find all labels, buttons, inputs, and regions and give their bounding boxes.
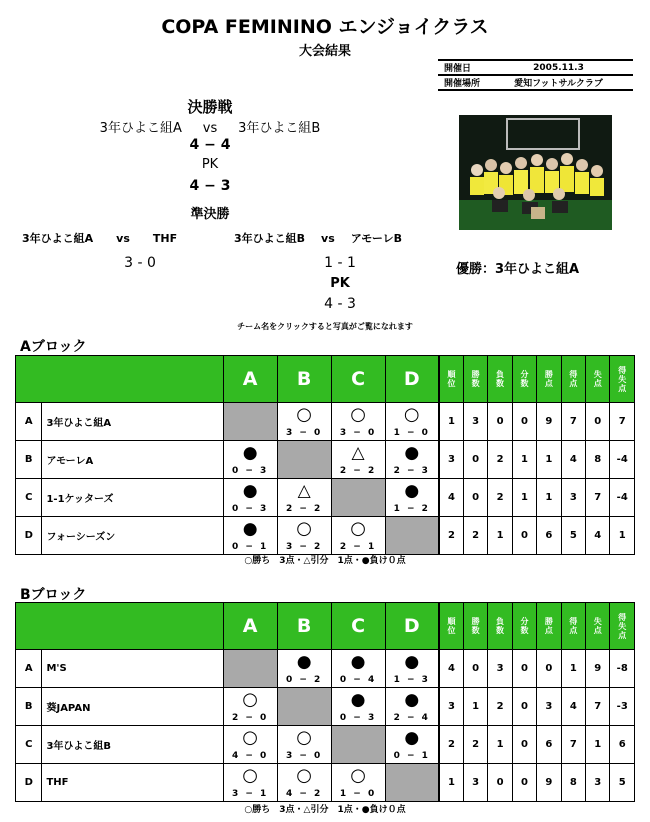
match-score: 0 − 4 — [339, 675, 377, 685]
stat-cell: 5 — [561, 517, 585, 555]
team-name-link[interactable]: フォーシーズン — [42, 517, 223, 555]
stat-cell: 2 — [488, 688, 512, 726]
match-score: 0 − 1 — [393, 751, 430, 761]
event-date-row — [438, 61, 633, 76]
stat-cell: 7 — [561, 726, 585, 764]
stat-cell: 1 — [512, 441, 536, 479]
team-name-link[interactable]: M'S — [42, 650, 223, 688]
stat-header-char: 位 — [447, 626, 456, 635]
match-result-cell — [331, 517, 385, 555]
win-mark-icon: ○ — [350, 518, 366, 539]
stat-cell: 9 — [586, 650, 610, 688]
stat-cell: 3 — [463, 403, 487, 441]
team-name-link[interactable]: 3年ひよこ組A — [42, 403, 223, 441]
block-a-table — [15, 355, 635, 555]
semifinal-match2-pk-score: 4 - 3 — [324, 296, 356, 312]
stat-header-char: 得 — [618, 365, 627, 375]
stat-cell: 8 — [561, 764, 585, 802]
stat-cell: 0 — [512, 764, 536, 802]
team-name-link[interactable]: 葵JAPAN — [42, 688, 223, 726]
stat-cell: 1 — [488, 726, 512, 764]
stat-header-char: 勝 — [471, 617, 480, 626]
final-heading: 決勝戦 — [187, 98, 233, 116]
stat-cell: 0 — [463, 479, 487, 517]
final-matchup — [0, 117, 420, 136]
team-name-link[interactable]: アモーレA — [42, 441, 223, 479]
stat-header-char: 得 — [569, 370, 578, 379]
team-name-link[interactable]: THF — [42, 764, 223, 802]
event-date-label: 開催日 — [444, 64, 472, 74]
stat-header-char: 負 — [496, 370, 505, 379]
stat-cell: 4 — [561, 688, 585, 726]
stat-cell: 7 — [561, 403, 585, 441]
self-match-cell — [223, 650, 277, 688]
match-score: 0 − 3 — [339, 713, 377, 723]
stat-cell: 1 — [463, 688, 487, 726]
stat-cell: 7 — [586, 479, 610, 517]
stat-header-char: 点 — [593, 379, 602, 388]
loss-mark-icon: ● — [242, 481, 258, 501]
stat-header-char: 点 — [544, 379, 553, 388]
stat-header-char: 数 — [520, 379, 529, 388]
stat-cell: 0 — [463, 650, 487, 688]
match-score: 2 − 0 — [231, 713, 269, 723]
stat-cell: 0 — [512, 688, 536, 726]
table-header-row — [16, 356, 635, 403]
stat-header-char: 失 — [618, 621, 627, 631]
stat-cell: 0 — [512, 726, 536, 764]
final-pk-score: 4 − 3 — [189, 178, 231, 194]
match-result-cell — [385, 726, 439, 764]
stat-header-4 — [537, 356, 561, 403]
match-score: 0 − 2 — [285, 675, 323, 685]
team-name-link[interactable]: 3年ひよこ組B — [42, 726, 223, 764]
table-row — [16, 479, 635, 517]
page-title: COPA FEMININO エンジョイクラス — [161, 16, 489, 38]
draw-mark-icon: △ — [351, 443, 365, 463]
semifinal-match1-score: 3 - 0 — [124, 255, 156, 271]
semifinal-match1 — [22, 230, 177, 246]
loss-mark-icon: ● — [404, 481, 420, 501]
stat-cell: 9 — [537, 403, 561, 441]
semifinal-match2-pk-label: PK — [330, 276, 350, 291]
stat-cell: 3 — [561, 479, 585, 517]
stat-header-char: 位 — [447, 379, 456, 388]
self-match-cell — [223, 403, 277, 441]
win-mark-icon: ○ — [403, 404, 420, 425]
loss-mark-icon: ● — [404, 728, 420, 748]
stat-cell: 1 — [561, 650, 585, 688]
final-pk-label: PK — [201, 157, 219, 172]
table-row — [16, 726, 635, 764]
stat-header-1 — [463, 356, 487, 403]
stat-cell: 1 — [439, 403, 463, 441]
semifinal-match2-score: 1 - 1 — [324, 255, 356, 271]
semifinal-match2 — [234, 230, 402, 246]
win-mark-icon: ○ — [242, 765, 259, 786]
stat-header-char: 順 — [447, 370, 456, 379]
column-header-c: C — [331, 603, 385, 650]
final-team1-link[interactable]: 3年ひよこ組A — [99, 121, 182, 136]
stat-cell: 2 — [439, 517, 463, 555]
stat-header-3 — [512, 356, 536, 403]
match-score: 2 − 2 — [339, 466, 377, 476]
self-match-cell — [331, 726, 385, 764]
match-score: 0 − 1 — [231, 542, 269, 552]
stat-header-char: 勝 — [544, 617, 553, 626]
draw-mark-icon: △ — [297, 481, 311, 501]
semifinal-match2-team1-link[interactable]: 3年ひよこ組B — [234, 232, 306, 245]
win-mark-icon: ○ — [242, 689, 259, 710]
stat-cell: 1 — [488, 517, 512, 555]
table-row — [16, 517, 635, 555]
team-name-link[interactable]: 1-1ケッターズ — [42, 479, 223, 517]
self-match-cell — [277, 441, 331, 479]
semifinal-heading: 準決勝 — [190, 207, 230, 222]
win-mark-icon: ○ — [350, 404, 366, 425]
team-photo[interactable] — [459, 115, 612, 230]
match-result-cell — [277, 479, 331, 517]
stat-header-char: 点 — [618, 630, 627, 640]
stat-cell: 1 — [537, 441, 561, 479]
stat-cell: -4 — [610, 479, 635, 517]
match-result-cell — [223, 517, 277, 555]
stat-cell: 6 — [537, 726, 561, 764]
column-header-d: D — [385, 356, 439, 403]
stat-header-char: 勝 — [544, 370, 553, 379]
match-score: 1 − 0 — [393, 428, 430, 438]
match-result-cell — [277, 403, 331, 441]
match-result-cell — [385, 441, 439, 479]
stat-cell: -3 — [610, 688, 635, 726]
stat-cell: 2 — [439, 726, 463, 764]
self-match-cell — [331, 479, 385, 517]
stat-cell: 4 — [439, 479, 463, 517]
loss-mark-icon: ● — [404, 443, 420, 463]
row-index: B — [16, 688, 42, 726]
match-score: 0 − 3 — [231, 466, 269, 476]
match-result-cell — [277, 650, 331, 688]
match-score: 2 − 3 — [393, 466, 430, 476]
stat-cell: 5 — [610, 764, 635, 802]
stat-header-char: 分 — [520, 617, 529, 626]
stat-cell: 1 — [537, 479, 561, 517]
row-index: C — [16, 479, 42, 517]
stat-header-7 — [610, 356, 635, 403]
match-score: 1 − 2 — [393, 504, 430, 514]
stat-cell: 4 — [439, 650, 463, 688]
match-result-cell — [223, 726, 277, 764]
stat-header-char: 点 — [569, 626, 578, 635]
column-header-b: B — [277, 603, 331, 650]
stat-cell: 2 — [463, 726, 487, 764]
stat-cell: 8 — [586, 441, 610, 479]
photo-note: チーム名をクリックすると写真がご覧になれます — [237, 322, 413, 331]
stat-cell: 9 — [537, 764, 561, 802]
loss-mark-icon: ● — [242, 443, 258, 463]
match-result-cell — [385, 479, 439, 517]
stat-cell: 3 — [439, 441, 463, 479]
match-result-cell — [385, 650, 439, 688]
stat-cell: 1 — [512, 479, 536, 517]
match-score: 0 − 3 — [231, 504, 269, 514]
block-a-legend: ○勝ち 3点・△引分 1点・●負け０点 — [244, 556, 406, 566]
block-b-legend: ○勝ち 3点・△引分 1点・●負け０点 — [244, 805, 406, 815]
match-score: 3 − 0 — [285, 751, 323, 761]
stat-cell: 0 — [512, 517, 536, 555]
stat-cell: 0 — [537, 650, 561, 688]
semifinal-match2-vs: vs — [321, 232, 335, 245]
stat-header-2 — [488, 603, 512, 650]
block-a-label: Aブロック — [20, 339, 87, 355]
stat-header-2 — [488, 356, 512, 403]
match-score: 1 − 3 — [393, 675, 430, 685]
match-result-cell — [385, 403, 439, 441]
stat-header-char: 点 — [618, 383, 627, 393]
stat-cell: 2 — [488, 479, 512, 517]
stat-header-char: 順 — [447, 617, 456, 626]
win-mark-icon: ○ — [296, 765, 312, 786]
stat-header-char: 分 — [520, 370, 529, 379]
stat-header-0 — [439, 603, 463, 650]
column-header-d: D — [385, 603, 439, 650]
win-mark-icon: ○ — [350, 765, 366, 786]
match-result-cell — [331, 688, 385, 726]
stat-cell: 2 — [463, 517, 487, 555]
stat-cell: 3 — [488, 650, 512, 688]
block-b-table — [15, 602, 635, 802]
stat-cell: 4 — [586, 517, 610, 555]
header-blank-cell — [16, 356, 224, 403]
match-result-cell — [277, 517, 331, 555]
table-row — [16, 441, 635, 479]
stat-header-5 — [561, 603, 585, 650]
stat-cell: 1 — [586, 726, 610, 764]
loss-mark-icon: ● — [350, 690, 366, 710]
match-result-cell — [331, 403, 385, 441]
stat-header-char: 点 — [544, 626, 553, 635]
semifinal-match1-vs: vs — [116, 232, 130, 245]
row-index: A — [16, 403, 42, 441]
stat-header-char: 負 — [496, 617, 505, 626]
self-match-cell — [277, 688, 331, 726]
stat-header-char: 数 — [496, 626, 505, 635]
table-row — [16, 650, 635, 688]
header-blank-cell — [16, 603, 224, 650]
semifinal-match2-team2-link[interactable]: アモーレB — [350, 232, 403, 245]
column-header-b: B — [277, 356, 331, 403]
stat-cell: 2 — [488, 441, 512, 479]
match-score: 3 − 2 — [285, 542, 323, 552]
match-result-cell — [331, 650, 385, 688]
stat-cell: 3 — [463, 764, 487, 802]
stat-header-3 — [512, 603, 536, 650]
win-mark-icon: ○ — [296, 404, 312, 425]
column-header-c: C — [331, 356, 385, 403]
self-match-cell — [385, 517, 439, 555]
match-score: 3 − 1 — [231, 789, 269, 799]
block-b-label: Bブロック — [20, 587, 87, 603]
semifinal-match1-team1-link[interactable]: 3年ひよこ組A — [22, 232, 94, 245]
match-result-cell — [277, 726, 331, 764]
event-venue-row — [438, 76, 633, 91]
stat-header-char: 失 — [618, 374, 627, 384]
stat-cell: -8 — [610, 650, 635, 688]
stat-cell: 7 — [610, 403, 635, 441]
stat-cell: 0 — [488, 764, 512, 802]
event-venue-label: 開催場所 — [444, 79, 481, 89]
winner-label: 優勝：3年ひよこ組A — [456, 262, 580, 277]
win-mark-icon: ○ — [242, 727, 259, 748]
stat-cell: 3 — [586, 764, 610, 802]
page-subtitle: 大会結果 — [298, 44, 351, 59]
match-score: 1 − 0 — [339, 789, 377, 799]
loss-mark-icon: ● — [404, 690, 420, 710]
match-result-cell — [331, 764, 385, 802]
stat-header-char: 数 — [471, 379, 480, 388]
stat-cell: -4 — [610, 441, 635, 479]
match-result-cell — [223, 441, 277, 479]
stat-cell: 6 — [610, 726, 635, 764]
column-header-a: A — [223, 603, 277, 650]
stat-cell: 0 — [463, 441, 487, 479]
stat-header-6 — [586, 603, 610, 650]
stat-cell: 0 — [512, 650, 536, 688]
row-index: D — [16, 764, 42, 802]
match-score: 3 − 0 — [285, 428, 323, 438]
stat-cell: 3 — [537, 688, 561, 726]
match-score: 2 − 2 — [285, 504, 323, 514]
table-header-row — [16, 603, 635, 650]
stat-header-char: 点 — [569, 379, 578, 388]
stat-header-5 — [561, 356, 585, 403]
final-score: 4 − 4 — [189, 137, 231, 153]
stat-cell: 7 — [586, 688, 610, 726]
match-result-cell — [277, 764, 331, 802]
stat-header-char: 勝 — [471, 370, 480, 379]
stat-header-4 — [537, 603, 561, 650]
win-mark-icon: ○ — [296, 518, 312, 539]
stat-cell: 4 — [561, 441, 585, 479]
stat-header-char: 失 — [593, 370, 602, 379]
final-vs: vs — [202, 121, 218, 136]
loss-mark-icon: ● — [242, 519, 258, 539]
team-photo-image — [459, 115, 612, 230]
event-venue-value: 愛知フットサルクラブ — [514, 79, 603, 89]
row-index: B — [16, 441, 42, 479]
event-date-value: 2005.11.3 — [533, 62, 584, 73]
match-score: 2 − 1 — [339, 542, 377, 552]
table-row — [16, 764, 635, 802]
column-header-a: A — [223, 356, 277, 403]
stat-cell: 0 — [586, 403, 610, 441]
match-score: 4 − 0 — [231, 751, 269, 761]
stat-header-7 — [610, 603, 635, 650]
stat-header-char: 数 — [520, 626, 529, 635]
row-index: A — [16, 650, 42, 688]
stat-header-6 — [586, 356, 610, 403]
stat-header-char: 数 — [496, 379, 505, 388]
table-row — [16, 403, 635, 441]
match-result-cell — [385, 688, 439, 726]
event-info-box — [438, 59, 633, 91]
stat-header-char: 失 — [593, 617, 602, 626]
stat-header-char: 得 — [569, 617, 578, 626]
stat-cell: 1 — [439, 764, 463, 802]
stat-header-0 — [439, 356, 463, 403]
match-result-cell — [223, 688, 277, 726]
loss-mark-icon: ● — [350, 652, 366, 672]
match-result-cell — [331, 441, 385, 479]
match-result-cell — [223, 764, 277, 802]
loss-mark-icon: ● — [404, 652, 420, 672]
row-index: D — [16, 517, 42, 555]
stat-cell: 3 — [439, 688, 463, 726]
match-score: 4 − 2 — [285, 789, 323, 799]
stat-header-char: 得 — [618, 612, 627, 622]
win-mark-icon: ○ — [296, 727, 312, 748]
table-row — [16, 688, 635, 726]
loss-mark-icon: ● — [296, 652, 312, 672]
stat-header-char: 点 — [593, 626, 602, 635]
final-team2-link[interactable]: 3年ひよこ組B — [238, 121, 321, 136]
stat-cell: 0 — [512, 403, 536, 441]
stat-header-1 — [463, 603, 487, 650]
match-score: 3 − 0 — [339, 428, 377, 438]
stat-cell: 6 — [537, 517, 561, 555]
stat-cell: 1 — [610, 517, 635, 555]
semifinal-match1-team2-link[interactable]: THF — [152, 232, 178, 245]
match-score: 2 − 4 — [393, 713, 430, 723]
row-index: C — [16, 726, 42, 764]
stat-header-char: 数 — [471, 626, 480, 635]
match-result-cell — [223, 479, 277, 517]
self-match-cell — [385, 764, 439, 802]
stat-cell: 0 — [488, 403, 512, 441]
